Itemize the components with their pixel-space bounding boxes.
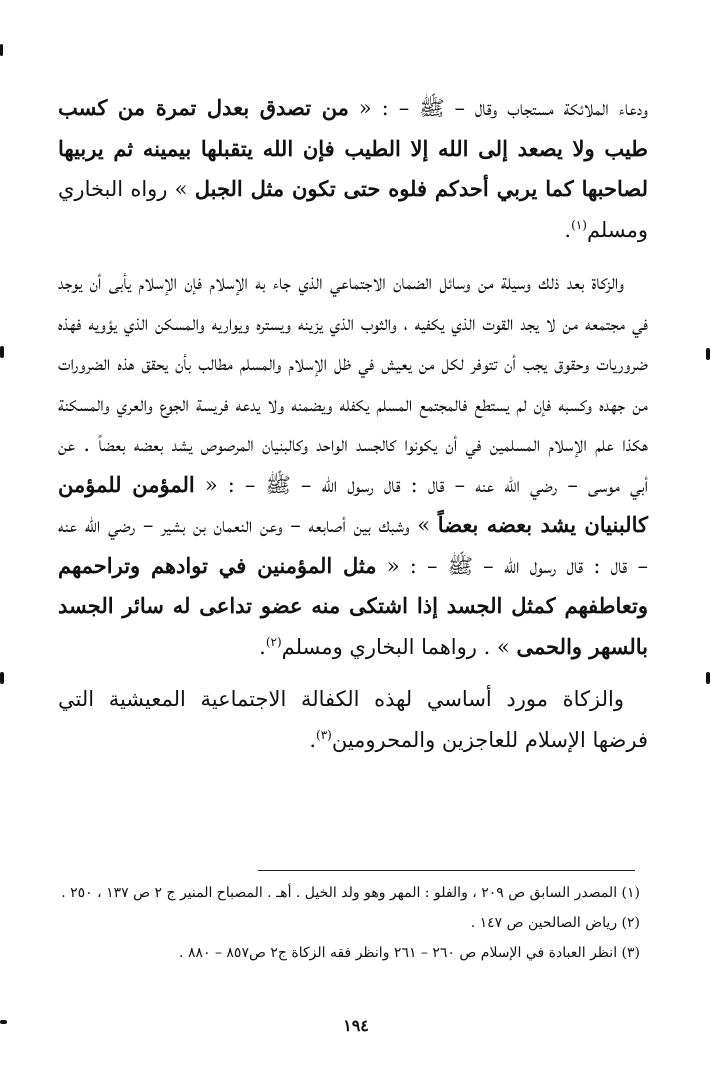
paragraph-1-segment-1: ودعاء الملائكة مستجاب وقال – ﷺ – : « [348, 96, 648, 120]
paragraph-2-hadith-2: مثل المؤمنين في توادهم وتراحمهم وتعاطفهم كمثل الجسد إذا اشتكى منه عضو تداعى له سائر الجسد بالسهر والحمى [58, 552, 648, 659]
paragraph-2-end: . [259, 634, 266, 659]
paragraph-3-end: . [309, 727, 317, 752]
paragraph-1-segment-3: » رواه البخاري ومسلم [58, 177, 648, 242]
scan-edge-mark [0, 346, 4, 358]
page-number: ١٩٤ [343, 1016, 369, 1035]
paragraph-1-hadith: من تصدق بعدل تمرة من كسب طيب ولا يصعد إلى الله إلا الطيب فإن الله يتقبلها بيمينه ثم يربيها لصاحبها كما يربي أحدكم فلوه حتى تكون مثل الجبل [58, 95, 648, 201]
footnote-3: (٣) انظر العبادة في الإسلام ص ٢٦٠ – ٢٦١ وانظر فقه الزكاة ج٢ ص٨٥٧ – ٨٨٠ . [179, 945, 640, 961]
paragraph-3 [58, 679, 648, 760]
paragraph-2-segment-1: والزكاة بعد ذلك وسيلة من وسائل الضمان الاجتماعي الذي جاء به الإسلام فإن الإسلام يأبى أن يوجد في مجتمعه من لا يجد القوت الذي يكفيه ، والثوب الذي يزينه ويستره ويواريه والمسكن الذي يؤويه فهذه ضروريات وحقوق يجب أن تتوفر لكل من يعيش في ظل الإسلام والمسلم مطالب بأن يحقق هذه الضرورات من جهده وكسبه فإن لم يستطع فالمجتمع المسلم يكفله ويضمنه ولا يدعه فريسة الجوع والعري والمسكنة هكذا علم الإسلام المسلمين في أن يكونوا كالجسد الواحد وكالبنيان المرصوص يشد بعضه بعضاً . عن أبي موسى – رضي الله عنه – قال : قال رسول الله – ﷺ – : « [58, 270, 649, 497]
scan-edge-mark [0, 44, 3, 56]
paragraph-2-segment-5: » . رواهما البخاري ومسلم [281, 634, 517, 659]
paragraph-2 [58, 262, 648, 667]
footnote-ref-1[interactable]: (١) [571, 217, 587, 232]
scan-edge-mark [706, 672, 710, 684]
scan-edge-mark [0, 672, 4, 684]
paragraph-2-segment-3: » وشبك بين أصابعه – وعن النعمان بن بشير – رضي الله عنه – قال : قال رسول الله – ﷺ – : « [58, 513, 648, 578]
footnotes [60, 880, 640, 970]
footnote-separator [258, 870, 635, 871]
paragraph-3-segment-1: والزكاة مورد أساسي لهذه الكفالة الاجتماعية المعيشية التي فرضها الإسلام للعاجزين والمحرومين [58, 687, 648, 752]
footnote-2: (٢) رياض الصالحين ص ١٤٧ . [470, 915, 640, 931]
footnote-ref-2[interactable]: (٢) [265, 634, 282, 649]
paragraph-2-hadith-1: المؤمن للمؤمن كالبنيان يشد بعضه بعضاً [58, 471, 648, 537]
footnote-1: (١) المصدر السابق ص ٢٠٩ ، والفلو : المهر وهو ولد الخيل . أهـ . المصباح المنير ج ٢ ص ١٣٧ ، ٢٥٠ . [61, 885, 640, 901]
paragraph-1 [58, 88, 648, 250]
main-text [58, 88, 648, 772]
scan-edge-mark [706, 348, 710, 360]
paragraph-1-end: . [564, 217, 572, 242]
footnote-ref-3[interactable]: (٣) [316, 727, 332, 742]
scan-edge-mark [0, 1020, 7, 1024]
